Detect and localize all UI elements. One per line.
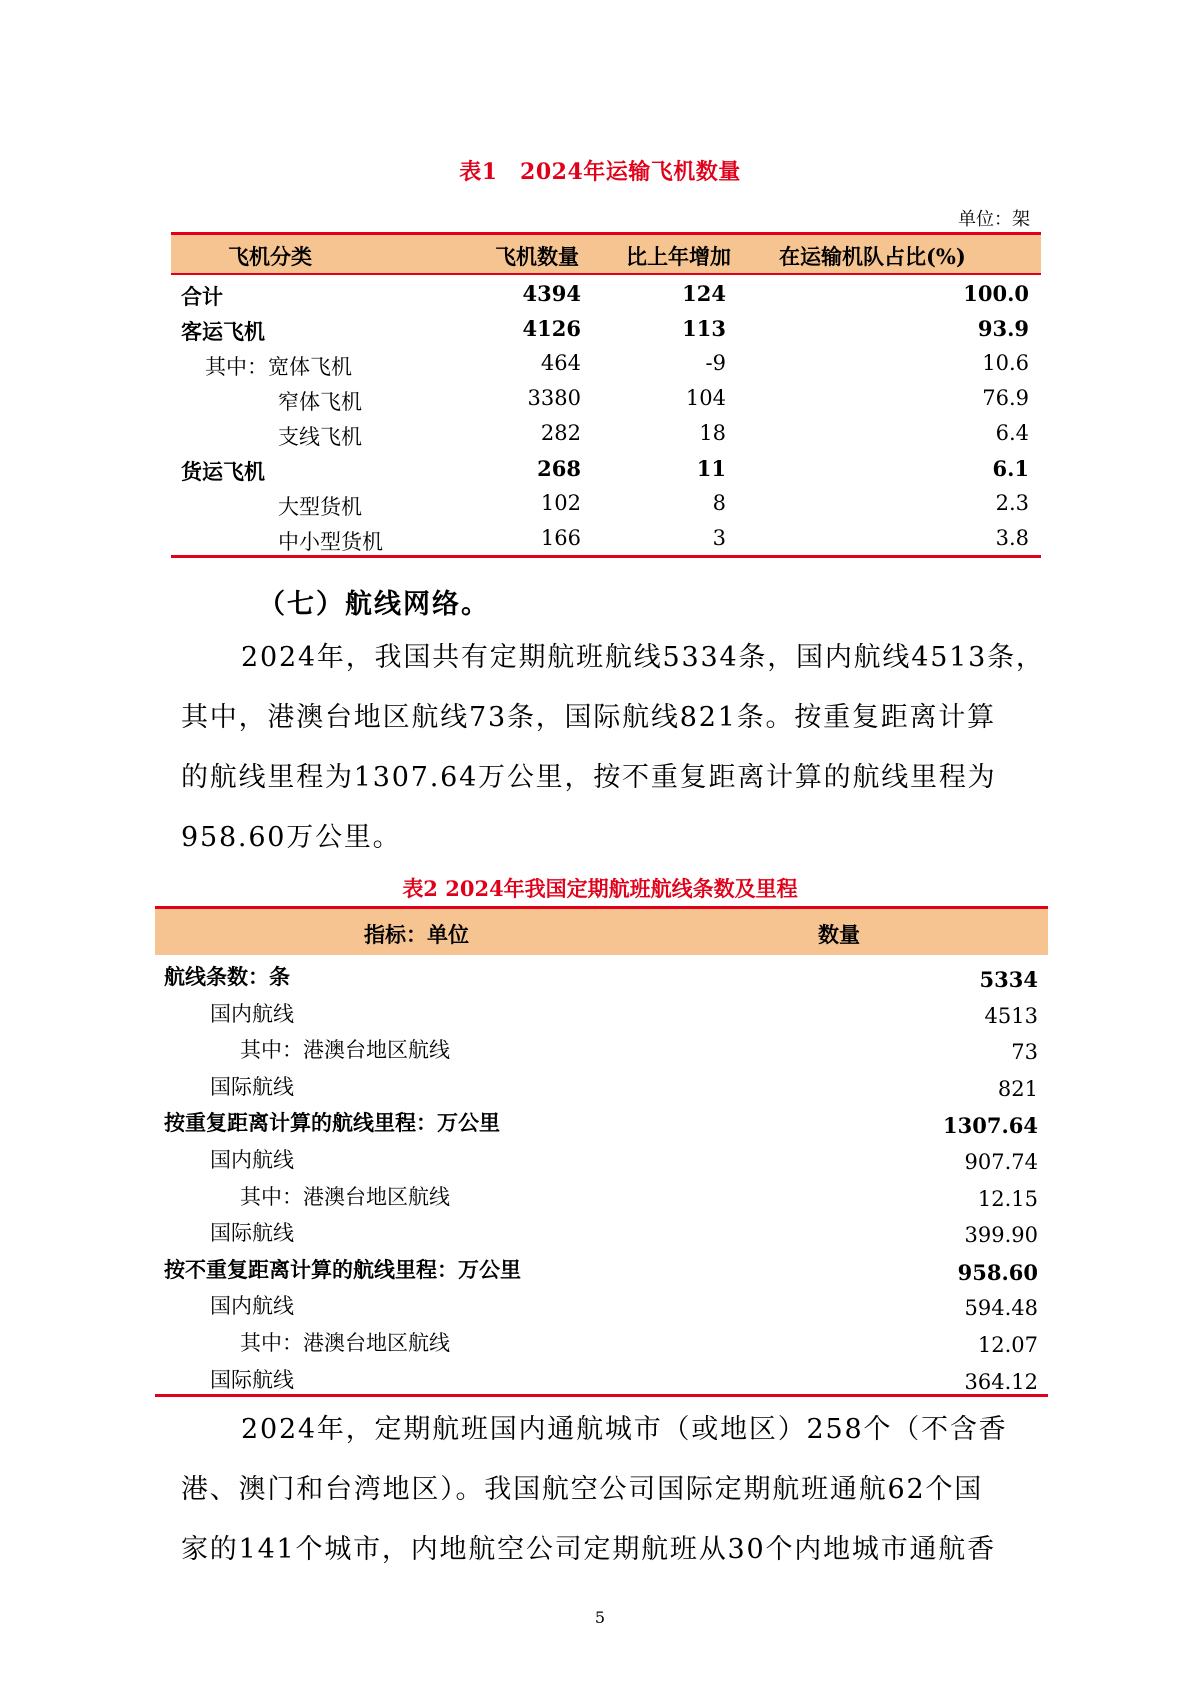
paragraph-line: 其中，港澳台地区航线73条，国际航线821条。按重复距离计算 [181, 702, 996, 733]
table1-category: 支线飞机 [278, 425, 362, 449]
table2-value: 958.60 [957, 1259, 1038, 1285]
table-row [155, 1028, 1048, 1065]
paragraph-line: 2024年，定期航班国内通航城市（或地区）258个（不含香 [241, 1414, 1008, 1445]
table2-value: 12.15 [977, 1186, 1038, 1211]
table1-share: 10.6 [982, 351, 1029, 375]
table1-share: 76.9 [982, 386, 1029, 410]
table1-share: 3.8 [995, 526, 1029, 550]
table-row [155, 955, 1048, 992]
table-row [155, 1175, 1048, 1212]
table2-header [155, 909, 1048, 955]
table2-value: 1307.64 [943, 1113, 1038, 1139]
section7-paragraph [181, 628, 1045, 868]
table1-header [171, 235, 1041, 275]
table-row [155, 1211, 1048, 1248]
table-row [171, 310, 1041, 345]
table1-increase: 124 [682, 281, 726, 306]
table1-share: 2.3 [995, 491, 1029, 515]
table1-count: 282 [540, 421, 581, 445]
table2-value: 364.12 [964, 1369, 1038, 1394]
table2-title: 表2 2024年我国定期航班航线条数及里程 [402, 876, 798, 901]
table2-label: 其中：港澳台地区航线 [240, 1330, 450, 1355]
closing-paragraph [181, 1400, 1021, 1580]
table1-header-increase: 比上年增加 [626, 244, 731, 269]
table-row [171, 275, 1041, 310]
table2-label: 其中：港澳台地区航线 [240, 1038, 450, 1063]
table-row [171, 345, 1041, 380]
table-row [171, 450, 1041, 485]
paragraph-line: 家的141个城市，内地航空公司定期航班从30个内地城市通航香 [181, 1534, 996, 1565]
table-row [155, 1358, 1048, 1395]
table1-count: 464 [540, 351, 581, 375]
table1 [171, 232, 1041, 558]
table2-header-quantity: 数量 [818, 922, 860, 947]
table2-label: 航线条数：条 [164, 964, 290, 989]
table1-increase: 11 [696, 456, 726, 481]
table1-share: 6.4 [995, 421, 1029, 445]
table-row [155, 1284, 1048, 1321]
table2-label: 国内航线 [210, 1294, 294, 1319]
paragraph-line: 958.60万公里。 [181, 822, 402, 853]
table1-count: 4394 [522, 281, 581, 306]
table1-increase: 18 [699, 421, 726, 445]
table1-increase: 113 [682, 316, 726, 341]
table1-share: 93.9 [977, 316, 1029, 341]
table1-count: 4126 [522, 316, 581, 341]
table1-header-category: 飞机分类 [228, 244, 312, 269]
table1-category: 中小型货机 [278, 530, 383, 554]
table2-value: 594.48 [964, 1296, 1038, 1321]
table1-increase: -9 [705, 351, 726, 375]
table1-header-count: 飞机数量 [495, 244, 579, 269]
table-row [155, 1101, 1048, 1138]
table2-label: 国内航线 [210, 1147, 294, 1172]
table-row [155, 1138, 1048, 1175]
page-number: 5 [594, 1608, 606, 1627]
table2-value: 399.90 [964, 1223, 1038, 1248]
table2-label: 国际航线 [210, 1367, 294, 1392]
table1-category: 合计 [181, 284, 223, 309]
table1-category: 货运飞机 [181, 459, 265, 484]
table1-category: 大型货机 [278, 495, 362, 519]
table-row [171, 520, 1041, 555]
table1-category: 客运飞机 [181, 319, 265, 344]
table1-unit: 单位：架 [958, 209, 1030, 230]
table-row [171, 415, 1041, 450]
table2-label: 按不重复距离计算的航线里程：万公里 [164, 1256, 521, 1282]
table2-label: 国际航线 [210, 1221, 294, 1246]
table2-header-indicator: 指标：单位 [364, 922, 469, 947]
table1-increase: 3 [712, 526, 726, 550]
table2 [155, 906, 1048, 1397]
table-row [155, 1248, 1048, 1285]
table-row [171, 485, 1041, 520]
table1-category: 窄体飞机 [278, 390, 362, 414]
table2-value: 5334 [979, 967, 1038, 992]
table1-share: 6.1 [992, 456, 1029, 481]
table1-share: 100.0 [963, 281, 1029, 306]
table2-value: 4513 [984, 1003, 1038, 1028]
table2-value: 821 [997, 1076, 1038, 1101]
table1-increase: 104 [685, 386, 726, 410]
table2-label: 国际航线 [210, 1074, 294, 1099]
table2-value: 73 [1011, 1040, 1038, 1065]
table1-title: 表1 2024年运输飞机数量 [459, 159, 741, 185]
table-row [171, 380, 1041, 415]
table1-count: 166 [540, 526, 581, 550]
table-row [155, 992, 1048, 1029]
table1-count: 102 [540, 491, 581, 515]
table-row [155, 1321, 1048, 1358]
section-heading: （七）航线网络。 [258, 589, 490, 620]
paragraph-line: 港、澳门和台湾地区）。我国航空公司国际定期航班通航62个国 [181, 1474, 984, 1505]
table2-label: 国内航线 [210, 1001, 294, 1026]
table1-count: 268 [537, 456, 581, 481]
table-row [155, 1065, 1048, 1102]
table2-value: 907.74 [964, 1149, 1038, 1174]
paragraph-line: 的航线里程为1307.64万公里，按不重复距离计算的航线里程为 [181, 762, 997, 793]
table2-value: 12.07 [977, 1332, 1038, 1357]
paragraph-line: 2024年，我国共有定期航班航线5334条，国内航线4513条， [241, 642, 1045, 673]
table2-label: 其中：港澳台地区航线 [240, 1184, 450, 1209]
table1-category: 其中：宽体飞机 [205, 355, 352, 379]
table1-increase: 8 [712, 491, 726, 515]
table1-count: 3380 [527, 386, 581, 410]
table2-label: 按重复距离计算的航线里程：万公里 [164, 1110, 500, 1136]
table1-header-share: 在运输机队占比(%) [779, 244, 966, 269]
